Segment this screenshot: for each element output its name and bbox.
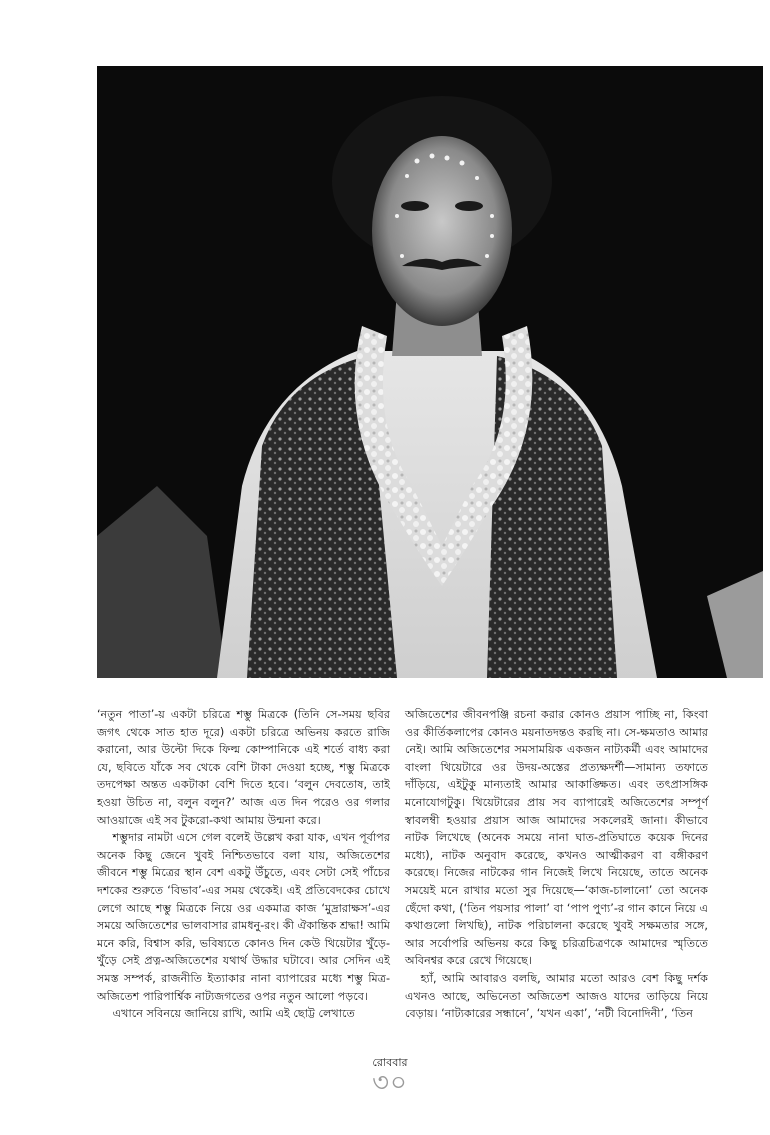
paragraph: হ্যাঁ, আমি আবারও বলছি, আমার মতো আরও বেশ কিছু দর্শক এখনও আছে, অভিনেতা অজিতেশ আজও যাদের তাড়িয়ে নিয়ে বেড়ায়। ‘নাট্যকারের সন্ধানে’, ‘যখন একা’, ‘নটী বিনোদিনী’, ‘তিন — [405, 971, 708, 1021]
article-column-right — [405, 706, 708, 1023]
paragraph: অজিতেশের জীবনপঞ্জি রচনা করার কোনও প্রয়াস পাচ্ছি না, কিংবা ওর কীর্তিকলাপের কোনও ময়নাতদন্তও করছি না। সে-ক্ষমতাও আমার নেই। আমি অজিতেশের সমসাময়িক একজন নাট্যকর্মী এবং আমাদের বাংলা থিয়েটারে ওর উদয়-অস্তের প্রত্যক্ষদর্শী—সামান্য তফাতে দাঁড়িয়ে, এইটুকু মান্যতাই আমার আকাঙ্ক্ষিত। এবং তৎপ্রাসঙ্গিক মনোযোগটুকু। থিয়েটারের প্রায় সব ব্যাপারেই অজিতেশের সম্পূর্ণ স্বাবলম্বী হওয়ার প্রয়াস আজ আমাদের সকলেরই জানা। কীভাবে নাটক লিখেছে (অনেক সময়ে নানা ঘাত-প্রতিঘাতে কয়েক দিনের মধ্যে), নাটক অনুবাদ করেছে, কখনও আত্মীকরণ বা বঙ্গীকরণ করেছে। নিজের নাটকের গান নিজেই লিখে নিয়েছে, তাতে অনেক সময়েই মনে রাখার মতো সুর দিয়েছে—‘কাজ-চালানো’ তো অনেক ছেঁদো কথা, (‘তিন পয়সার পালা’ বা ‘পাপ পুণ্য’-র গান কানে নিয়ে এ কথাগুলো লিখছি), নাটক পরিচালনা করেছে খুবই সক্ষমতার সঙ্গে, আর সর্বোপরি অভিনয় করে কিছু চরিত্রচিত্রণকে আমাদের স্মৃতিতে অবিনশ্বর করে রেখে গিয়েছে। — [405, 708, 708, 968]
page-number: ৩০ — [372, 1068, 408, 1098]
article-column-left — [97, 706, 390, 1023]
page-footer — [330, 1056, 450, 1096]
paragraph: শম্ভুদার নামটা এসে গেল বলেই উল্লেখ করা যাক, এখন পূর্বাপর অনেক কিছু জেনে খুবই নিশ্চিতভাবে বলা যায়, অজিতেশের জীবনে শম্ভু মিত্রের স্থান বেশ একটু উঁচুতে, এবং সেটা সেই পাঁচের দশকের শুরুতে ‘বিভাব’-এর সময় থেকেই। এই প্রতিবেদকের চোখে লেগে আছে শম্ভু মিত্রকে নিয়ে ওর একমাত্র কাজ ‘মুদ্রারাক্ষস’-এর সময়ে অজিতেশের ভালবাসার রামধনু-রং। কী ঐকান্তিক শ্রদ্ধা! আমি মনে করি, বিশ্বাস করি, ভবিষ্যতে কোনও দিন কেউ থিয়েটার খুঁড়ে-খুঁড়ে সেই প্রত্ন-অজিতেশের যথার্থ উদ্ধার ঘটাবে। আর সেদিন এই সমস্ত সম্পর্ক, রাজনীতি ইত্যাকার নানা ব্যাপারের মধ্যে শম্ভু মিত্র-অজিতেশ পারিপার্শ্বিক নাট্যজগতের ওপর নতুন আলো পড়বে। — [97, 831, 390, 1003]
paragraph: ‘নতুন পাতা’-য় একটা চরিত্রে শম্ভু মিত্রকে (তিনি সে-সময় ছবির জগৎ থেকে সাত হাত দূরে) একটা চরিত্রে অভিনয় করতে রাজি করানো, আর উল্টো দিকে ফিল্ম কোম্পানিকে এই শর্তে বাধ্য করা যে, ছবিতে যাঁকে সব থেকে বেশি টাকা দেওয়া হচ্ছে, শম্ভু মিত্রকে তদপেক্ষা অন্তত একটাকা বেশি দিতে হবে। ‘বলুন দেবতোষ, তাই হওয়া উচিত না, বলুন বলুন?’ আজ এত দিন পরেও ওর গলার আওয়াজে এই সব টুকরো-কথা আমায় উন্মনা করে। — [97, 708, 390, 827]
article-photo — [97, 66, 763, 678]
magazine-name: রোববার — [372, 1056, 408, 1069]
paragraph: এখানে সবিনয়ে জানিয়ে রাখি, আমি এই ছোট্ট লেখাতে — [112, 1007, 355, 1021]
photograph-icon — [97, 66, 763, 678]
